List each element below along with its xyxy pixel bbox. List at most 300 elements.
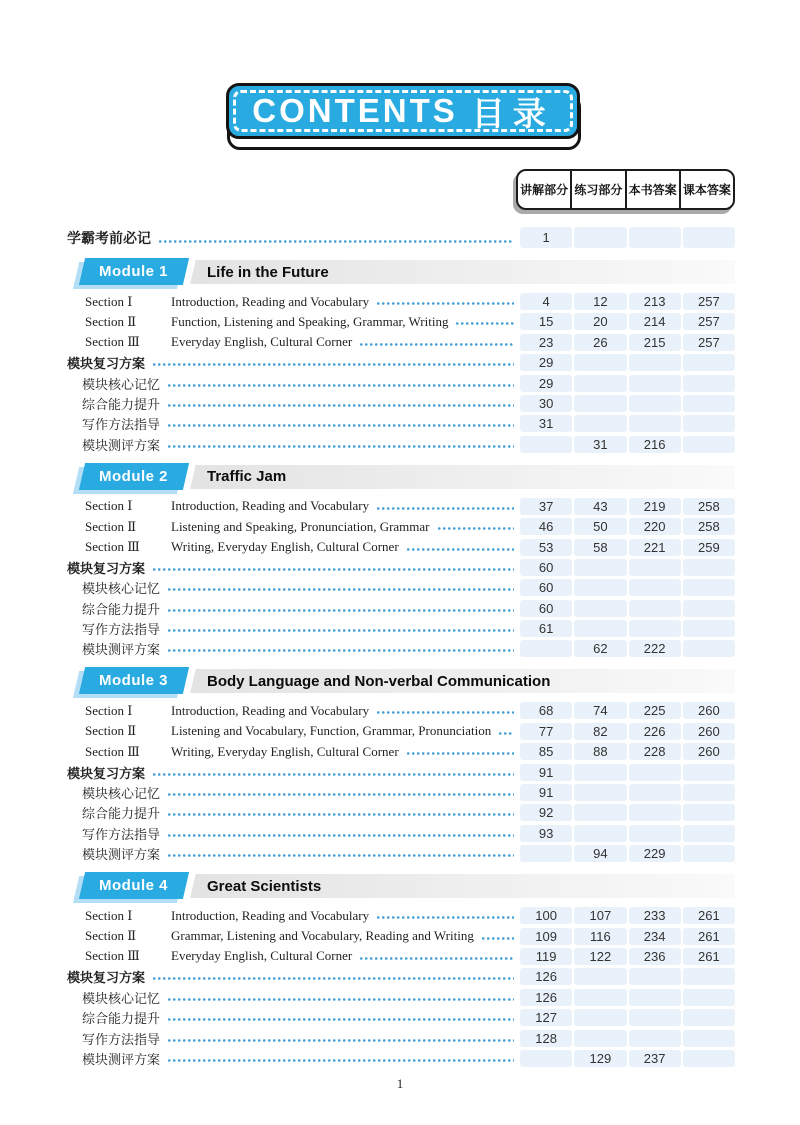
toc-row-title: Function, Listening and Speaking, Grammar, Writing: [171, 313, 449, 329]
page-cell: 128: [520, 1030, 572, 1047]
page-cell: 126: [520, 989, 572, 1006]
dotted-leader: [456, 322, 514, 325]
page-cells: [520, 620, 735, 637]
toc-row-label: 综合能力提升: [82, 1011, 161, 1027]
module-header: [65, 668, 735, 693]
page-cell: 236: [629, 948, 681, 965]
dotted-leader: [168, 445, 514, 448]
module-block: [65, 464, 735, 658]
page-cells: [520, 784, 735, 801]
dotted-leader: [168, 424, 514, 427]
dotted-leader: [168, 404, 514, 407]
module-badge: [79, 463, 189, 490]
toc-row-label: 模块核心记忆: [82, 376, 161, 392]
page-cell: 258: [683, 498, 735, 515]
page-cell: [574, 620, 626, 637]
page-cell: 85: [520, 743, 572, 760]
toc-row: [65, 539, 735, 556]
page-cell: [683, 804, 735, 821]
module-block: [65, 259, 735, 453]
page-cell: [683, 764, 735, 781]
page-cell: 93: [520, 825, 572, 842]
module-title-bar: [173, 874, 735, 898]
page-cell: [574, 600, 626, 617]
page-cell: 20: [574, 313, 626, 330]
page-cell: [683, 968, 735, 985]
module-badge-label: Module 4: [99, 877, 169, 895]
page-cells: [520, 743, 735, 760]
toc-row-title: Introduction, Reading and Vocabulary: [171, 907, 370, 923]
page-cell: [683, 825, 735, 842]
page-cell: 258: [683, 518, 735, 535]
page-cells: [520, 579, 735, 596]
dotted-leader: [168, 384, 514, 387]
page-cell: [629, 354, 681, 371]
toc-row-label: Section Ⅰ: [85, 702, 133, 718]
toc-row: [65, 640, 735, 657]
page-cell: [683, 784, 735, 801]
page-cell: 261: [683, 928, 735, 945]
page-cells: [520, 313, 735, 330]
page-cell: [574, 559, 626, 576]
page-cells: [520, 498, 735, 515]
module-title: Traffic Jam: [207, 468, 287, 486]
dotted-leader: [153, 568, 514, 571]
page-cell: [574, 227, 626, 248]
page-cell: [683, 620, 735, 637]
module-block: [65, 873, 735, 1067]
toc-row: [65, 415, 735, 432]
page-cell: 68: [520, 702, 572, 719]
page-cell: [574, 784, 626, 801]
page-cell: [683, 436, 735, 453]
toc-row-label: 模块测评方案: [82, 437, 161, 453]
toc-row: [65, 354, 735, 371]
page-cell: 60: [520, 579, 572, 596]
page-cell: 4: [520, 293, 572, 310]
page-cell: 213: [629, 293, 681, 310]
page-cell: 225: [629, 702, 681, 719]
legend-column-textbook-answers: 课本答案: [679, 171, 733, 208]
page-cell: [520, 640, 572, 657]
toc-row: [65, 579, 735, 596]
toc-row: [65, 1050, 735, 1067]
module-block: [65, 668, 735, 862]
banner-title-zh: 目录: [471, 94, 554, 132]
page-cells: [520, 804, 735, 821]
page-cell: 29: [520, 375, 572, 392]
module-title-bar: [173, 669, 735, 693]
page-cell: 122: [574, 948, 626, 965]
toc-row-title: Introduction, Reading and Vocabulary: [171, 702, 370, 718]
page-cell: [683, 415, 735, 432]
page-cell: 82: [574, 723, 626, 740]
toc-row-label: 模块核心记忆: [82, 581, 161, 597]
legend-column-explain: 讲解部分: [520, 183, 569, 197]
page-cell: 61: [520, 620, 572, 637]
toc-row-label: 模块核心记忆: [82, 990, 161, 1006]
page-cell: [574, 579, 626, 596]
toc-row-title: Introduction, Reading and Vocabulary: [171, 498, 370, 514]
dotted-leader: [153, 977, 514, 980]
page-cell: 74: [574, 702, 626, 719]
dotted-leader: [407, 548, 514, 551]
dotted-leader: [159, 240, 514, 243]
toc-row: [65, 395, 735, 412]
toc-row-label: Section Ⅲ: [85, 334, 140, 350]
dotted-leader: [377, 916, 514, 919]
page-cells: [520, 395, 735, 412]
page-cell: 37: [520, 498, 572, 515]
footer-page-number: 1: [396, 1075, 404, 1091]
page-cell: 15: [520, 313, 572, 330]
page-cell: 31: [574, 436, 626, 453]
toc-row-label: 模块复习方案: [67, 560, 146, 576]
toc-row-title: Grammar, Listening and Vocabulary, Reading and Writing: [171, 928, 474, 944]
toc-row-title: Everyday English, Cultural Corner: [171, 334, 353, 350]
page-cell: 214: [629, 313, 681, 330]
modules: [65, 259, 735, 1067]
page-cell: 12: [574, 293, 626, 310]
page-cell: 116: [574, 928, 626, 945]
module-title: Great Scientists: [207, 877, 322, 895]
page-cell: 58: [574, 539, 626, 556]
legend-column-book-answers: 本书答案: [625, 171, 679, 208]
page-cell: [683, 1030, 735, 1047]
page-cell: 229: [629, 845, 681, 862]
page-cell: 126: [520, 968, 572, 985]
module-title: Life in the Future: [207, 263, 329, 281]
toc-row-label: Section Ⅱ: [85, 928, 137, 944]
toc-row-label: 学霸考前必记: [67, 229, 151, 246]
toc-row: [65, 1009, 735, 1026]
page-cell: [574, 375, 626, 392]
page-cell: [629, 804, 681, 821]
dotted-leader: [482, 937, 514, 940]
toc-row-label: 综合能力提升: [82, 601, 161, 617]
toc-row-label: Section Ⅰ: [85, 907, 133, 923]
page-cell: 259: [683, 539, 735, 556]
page-cell: [574, 1009, 626, 1026]
toc-row-label: 写作方法指导: [82, 826, 161, 842]
page-cell: 100: [520, 907, 572, 924]
toc-row-label: 模块核心记忆: [82, 786, 161, 802]
page-cell: 257: [683, 293, 735, 310]
page-cell: [574, 989, 626, 1006]
page-cell: 77: [520, 723, 572, 740]
page-cell: 237: [629, 1050, 681, 1067]
banner-title-en: CONTENTS: [252, 92, 458, 129]
page-cell: [629, 764, 681, 781]
toc-row: [65, 620, 735, 637]
module-badge-label: Module 2: [99, 467, 169, 485]
page-cell: [520, 436, 572, 453]
page-cells: [520, 293, 735, 310]
page-cell: 219: [629, 498, 681, 515]
page-cell: 260: [683, 702, 735, 719]
pre-module-row: [65, 227, 735, 248]
page-cell: 30: [520, 395, 572, 412]
toc-row-label: Section Ⅰ: [85, 498, 133, 514]
toc-row-label: Section Ⅲ: [85, 743, 140, 759]
dotted-leader: [377, 302, 514, 305]
dotted-leader: [168, 998, 514, 1001]
page-cell: 26: [574, 334, 626, 351]
page-cell: [683, 600, 735, 617]
page-cell: 260: [683, 723, 735, 740]
dotted-leader: [377, 507, 514, 510]
module-badge-label: Module 3: [99, 672, 169, 690]
page-cell: [574, 395, 626, 412]
page-cell: [629, 784, 681, 801]
page-cell: [629, 227, 681, 248]
dotted-leader: [168, 813, 514, 816]
page-cell: [574, 804, 626, 821]
toc-row: [65, 559, 735, 576]
legend-column-practice: 练习部分: [570, 171, 624, 208]
contents-banner: [226, 83, 574, 133]
toc-row: [65, 498, 735, 515]
module-header: [65, 464, 735, 489]
page-cell: 107: [574, 907, 626, 924]
page-cells: [520, 928, 735, 945]
page-cell: [574, 825, 626, 842]
dotted-leader: [168, 629, 514, 632]
page-cells: [520, 825, 735, 842]
dotted-leader: [438, 527, 514, 530]
module-rows: [65, 293, 735, 453]
page-cell: [629, 375, 681, 392]
page-cells: [520, 415, 735, 432]
page-cells: [520, 968, 735, 985]
dotted-leader: [499, 732, 514, 735]
page-cell: [629, 620, 681, 637]
page-cells: [520, 1009, 735, 1026]
toc-row: [65, 293, 735, 310]
module-header: [65, 873, 735, 898]
dotted-leader: [168, 649, 514, 652]
page-cell: 228: [629, 743, 681, 760]
dotted-leader: [168, 793, 514, 796]
page-cell: [683, 559, 735, 576]
dotted-leader: [168, 1018, 514, 1021]
toc-row-label: 模块测评方案: [82, 642, 161, 658]
toc-row: [65, 845, 735, 862]
toc-row-label: Section Ⅰ: [85, 293, 133, 309]
dotted-leader: [168, 854, 514, 857]
module-badge-label: Module 1: [99, 263, 169, 280]
page-cell: 92: [520, 804, 572, 821]
toc-row-title: Introduction, Reading and Vocabulary: [171, 293, 370, 309]
page-cell: 91: [520, 764, 572, 781]
page-cell: [520, 1050, 572, 1067]
page-cell: 53: [520, 539, 572, 556]
page-cells: [520, 600, 735, 617]
toc-row-label: 写作方法指导: [82, 622, 161, 638]
page-cell: 257: [683, 334, 735, 351]
page-cells: [520, 989, 735, 1006]
toc-row: [65, 989, 735, 1006]
toc-row: [65, 375, 735, 392]
page-cells: [520, 559, 735, 576]
page-cell: 29: [520, 354, 572, 371]
page-cell: 50: [574, 518, 626, 535]
page-cell: 46: [520, 518, 572, 535]
page-cells: [520, 640, 735, 657]
page-cell: [683, 579, 735, 596]
page-cells: [520, 334, 735, 351]
page-cell: [629, 1009, 681, 1026]
toc-row: [65, 723, 735, 740]
page-cells: [520, 1030, 735, 1047]
toc-row: [65, 600, 735, 617]
page-cell: [520, 845, 572, 862]
page-cell: 31: [520, 415, 572, 432]
page-cell: 23: [520, 334, 572, 351]
module-badge: [79, 667, 189, 694]
module-rows: [65, 907, 735, 1067]
module-title-bar: [173, 260, 735, 284]
page-cell: [629, 395, 681, 412]
toc-row: [65, 1030, 735, 1047]
page-cells: [520, 702, 735, 719]
page-cells: [520, 227, 735, 248]
page-cell: [574, 968, 626, 985]
toc-row: [65, 825, 735, 842]
page-cell: 257: [683, 313, 735, 330]
toc-row-label: Section Ⅲ: [85, 539, 140, 555]
toc-row: [65, 948, 735, 965]
page-cells: [520, 1050, 735, 1067]
page-cell: 220: [629, 518, 681, 535]
module-badge: [79, 258, 189, 285]
module-title-bar: [173, 465, 735, 489]
page-cells: [520, 436, 735, 453]
page-cell: 1: [520, 227, 572, 248]
dotted-leader: [168, 1039, 514, 1042]
page-cell: [683, 640, 735, 657]
page-cells: [520, 723, 735, 740]
toc-row-title: Everyday English, Cultural Corner: [171, 948, 353, 964]
toc-row: [65, 784, 735, 801]
page-cell: 62: [574, 640, 626, 657]
page-cell: 91: [520, 784, 572, 801]
page-cell: [574, 764, 626, 781]
page-cell: 60: [520, 559, 572, 576]
toc-row: [65, 928, 735, 945]
page-cell: [683, 989, 735, 1006]
toc-row: [65, 907, 735, 924]
page-cell: [629, 968, 681, 985]
page-cell: 119: [520, 948, 572, 965]
page-cell: [629, 1030, 681, 1047]
page-cell: 222: [629, 640, 681, 657]
toc-row-label: Section Ⅱ: [85, 518, 137, 534]
toc-row: [65, 702, 735, 719]
page-cell: [683, 375, 735, 392]
toc-row-label: 综合能力提升: [82, 806, 161, 822]
page-cell: 60: [520, 600, 572, 617]
page-cell: 260: [683, 743, 735, 760]
module-rows: [65, 498, 735, 658]
page-columns-legend: [516, 169, 735, 210]
page-cell: 261: [683, 907, 735, 924]
page-cell: [574, 354, 626, 371]
module-rows: [65, 702, 735, 862]
page-cell: [629, 579, 681, 596]
toc-row: [65, 968, 735, 985]
toc-row-title: Writing, Everyday English, Cultural Corner: [171, 539, 399, 555]
toc-row-label: Section Ⅱ: [85, 313, 137, 329]
page-cell: [683, 354, 735, 371]
toc-row-label: 写作方法指导: [82, 1031, 161, 1047]
page-cell: 233: [629, 907, 681, 924]
toc-row-label: Section Ⅱ: [85, 723, 137, 739]
page-cells: [520, 948, 735, 965]
toc-row-label: 写作方法指导: [82, 417, 161, 433]
toc-row-label: 模块复习方案: [67, 970, 146, 986]
dotted-leader: [168, 834, 514, 837]
dotted-leader: [360, 957, 514, 960]
toc-row-label: 模块测评方案: [82, 1051, 161, 1067]
toc-row: [65, 334, 735, 351]
dotted-leader: [153, 363, 514, 366]
page-cell: 88: [574, 743, 626, 760]
page-cell: [629, 559, 681, 576]
toc-row: [65, 436, 735, 453]
toc-row-label: 模块复习方案: [67, 356, 146, 372]
page-cells: [520, 845, 735, 862]
toc-row-label: 模块复习方案: [67, 765, 146, 781]
toc-content: [65, 227, 735, 1092]
page-cell: [683, 1009, 735, 1026]
toc-row-title: Listening and Speaking, Pronunciation, Grammar: [171, 518, 430, 534]
toc-row-label: 模块测评方案: [82, 847, 161, 863]
page-cells: [520, 375, 735, 392]
page-cell: 216: [629, 436, 681, 453]
page-cell: [683, 227, 735, 248]
toc-row-label: 综合能力提升: [82, 396, 161, 412]
page-cell: 129: [574, 1050, 626, 1067]
page-cell: [629, 989, 681, 1006]
toc-row-title: Listening and Vocabulary, Function, Grammar, Pronunciation: [171, 723, 492, 739]
page-cell: 43: [574, 498, 626, 515]
toc-row: [65, 804, 735, 821]
page-cell: [683, 395, 735, 412]
toc-row: [65, 313, 735, 330]
dotted-leader: [168, 1059, 514, 1062]
dotted-leader: [377, 711, 514, 714]
page-cell: 215: [629, 334, 681, 351]
dotted-leader: [168, 609, 514, 612]
dotted-leader: [168, 588, 514, 591]
banner-box: [226, 83, 580, 139]
page-cell: 127: [520, 1009, 572, 1026]
page-cell: [629, 600, 681, 617]
dotted-leader: [360, 343, 514, 346]
page-cell: [574, 1030, 626, 1047]
toc-row: [65, 518, 735, 535]
page-cell: 221: [629, 539, 681, 556]
page-cell: 109: [520, 928, 572, 945]
page-cell: 226: [629, 723, 681, 740]
toc-row-label: Section Ⅲ: [85, 948, 140, 964]
page-cell: 94: [574, 845, 626, 862]
page-cells: [520, 907, 735, 924]
page-cells: [520, 764, 735, 781]
toc-row: [65, 743, 735, 760]
module-title: Body Language and Non-verbal Communication: [207, 672, 551, 690]
